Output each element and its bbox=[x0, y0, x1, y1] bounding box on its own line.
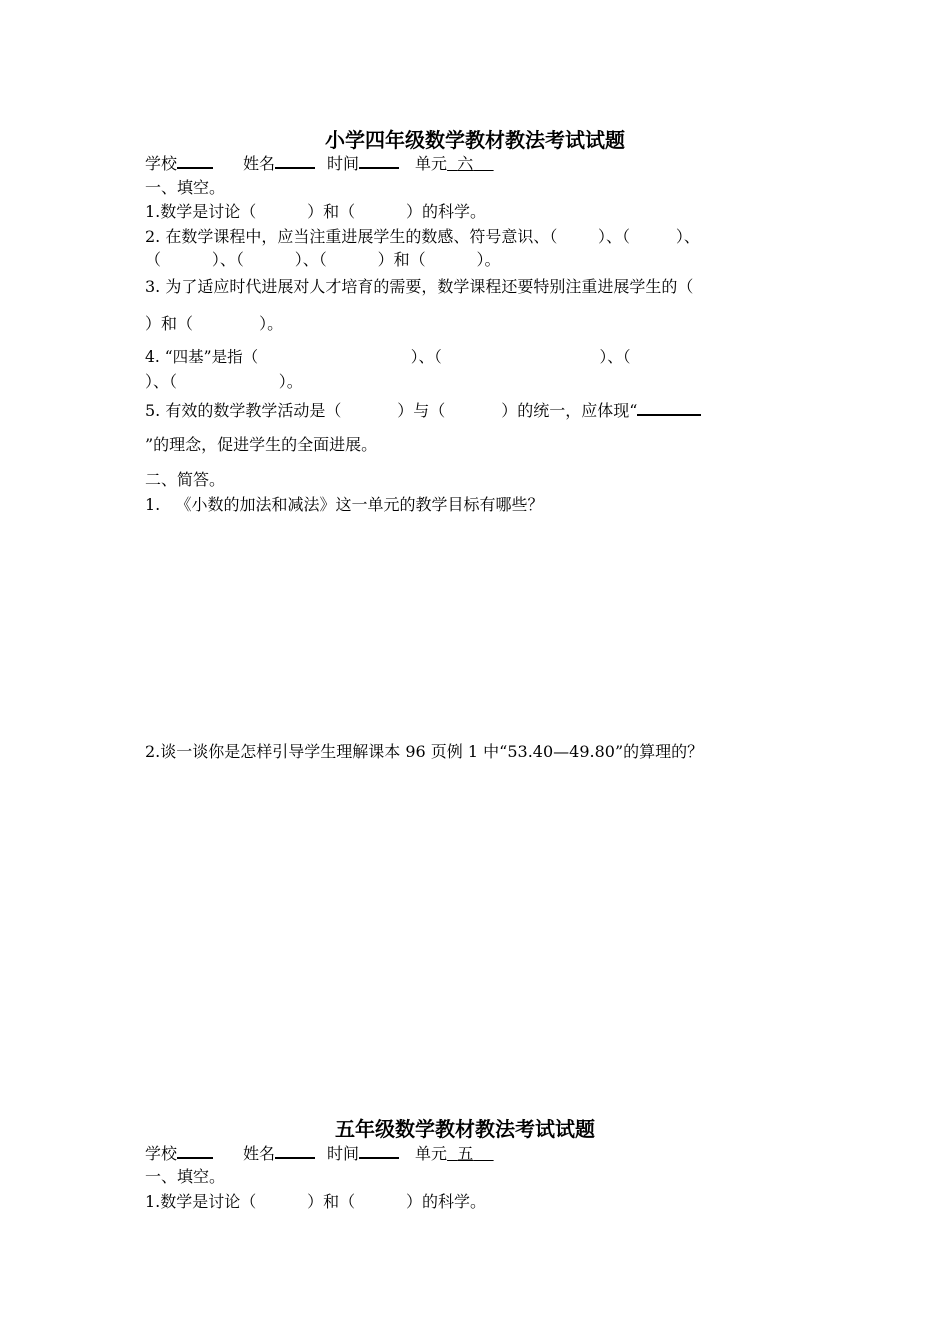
school-blank[interactable] bbox=[177, 1141, 213, 1159]
exam1-section1-title: 一、填空。 bbox=[145, 178, 226, 197]
exam1-q2-line1: 2. 在数学课程中，应当注重进展学生的数感、符号意识、（ ）、（ ）、 bbox=[145, 227, 700, 246]
unit-value: 六 bbox=[457, 154, 474, 173]
exam1-q2-line2: （ ）、（ ）、（ ）和（ ）。 bbox=[145, 250, 501, 269]
exam1-s2-q1: 1. 《小数的加法和减法》这一单元的教学目标有哪些？ bbox=[145, 495, 544, 514]
exam1-q5-line1 bbox=[145, 398, 701, 422]
time-label: 时间 bbox=[327, 1144, 360, 1163]
exam1-q4-line2: ）、（ ）。 bbox=[145, 372, 303, 391]
exam1-section2-title: 二、简答。 bbox=[145, 470, 226, 489]
time-blank[interactable] bbox=[359, 151, 399, 169]
exam1-q3-line1: 3. 为了适应时代进展对人才培育的需要，数学课程还要特别注重进展学生的（ bbox=[145, 277, 694, 296]
exam1-q4-line1: 4. “四基”是指（ ）、（ ）、（ bbox=[145, 348, 631, 366]
exam1-info-row bbox=[145, 151, 494, 175]
unit-value: 五 bbox=[457, 1144, 474, 1163]
exam2-q1: 1.数学是讨论（ ）和（ ）的科学。 bbox=[145, 1192, 486, 1211]
exam1-s2-q2: 2.谈一谈你是怎样引导学生理解课本 96 页例 1 中“53.40—49.80”的算理的？ bbox=[145, 742, 704, 761]
school-label: 学校 bbox=[145, 1144, 178, 1163]
exam1-q3-line2: ）和（ ）。 bbox=[145, 314, 284, 333]
exam2-section1-title: 一、填空。 bbox=[145, 1167, 226, 1186]
name-blank[interactable] bbox=[275, 151, 315, 169]
exam1-q1: 1.数学是讨论（ ）和（ ）的科学。 bbox=[145, 202, 486, 221]
q5-text: 5. 有效的数学教学活动是（ ）与（ ）的统一，应体现“ bbox=[145, 401, 638, 420]
q5-blank[interactable] bbox=[637, 398, 701, 416]
exam1-q5-line2: ”的理念，促进学生的全面进展。 bbox=[145, 435, 378, 454]
exam1-title: 小学四年级数学教材教法考试试题 bbox=[325, 128, 625, 152]
unit-label: 单元 bbox=[415, 1144, 448, 1163]
time-label: 时间 bbox=[327, 154, 360, 173]
time-blank[interactable] bbox=[359, 1141, 399, 1159]
exam2-title: 五年级数学教材教法考试试题 bbox=[335, 1117, 595, 1141]
exam2-info-row bbox=[145, 1141, 494, 1165]
unit-label: 单元 bbox=[415, 154, 448, 173]
school-blank[interactable] bbox=[177, 151, 213, 169]
school-label: 学校 bbox=[145, 154, 178, 173]
name-label: 姓名 bbox=[243, 154, 276, 173]
name-label: 姓名 bbox=[243, 1144, 276, 1163]
name-blank[interactable] bbox=[275, 1141, 315, 1159]
